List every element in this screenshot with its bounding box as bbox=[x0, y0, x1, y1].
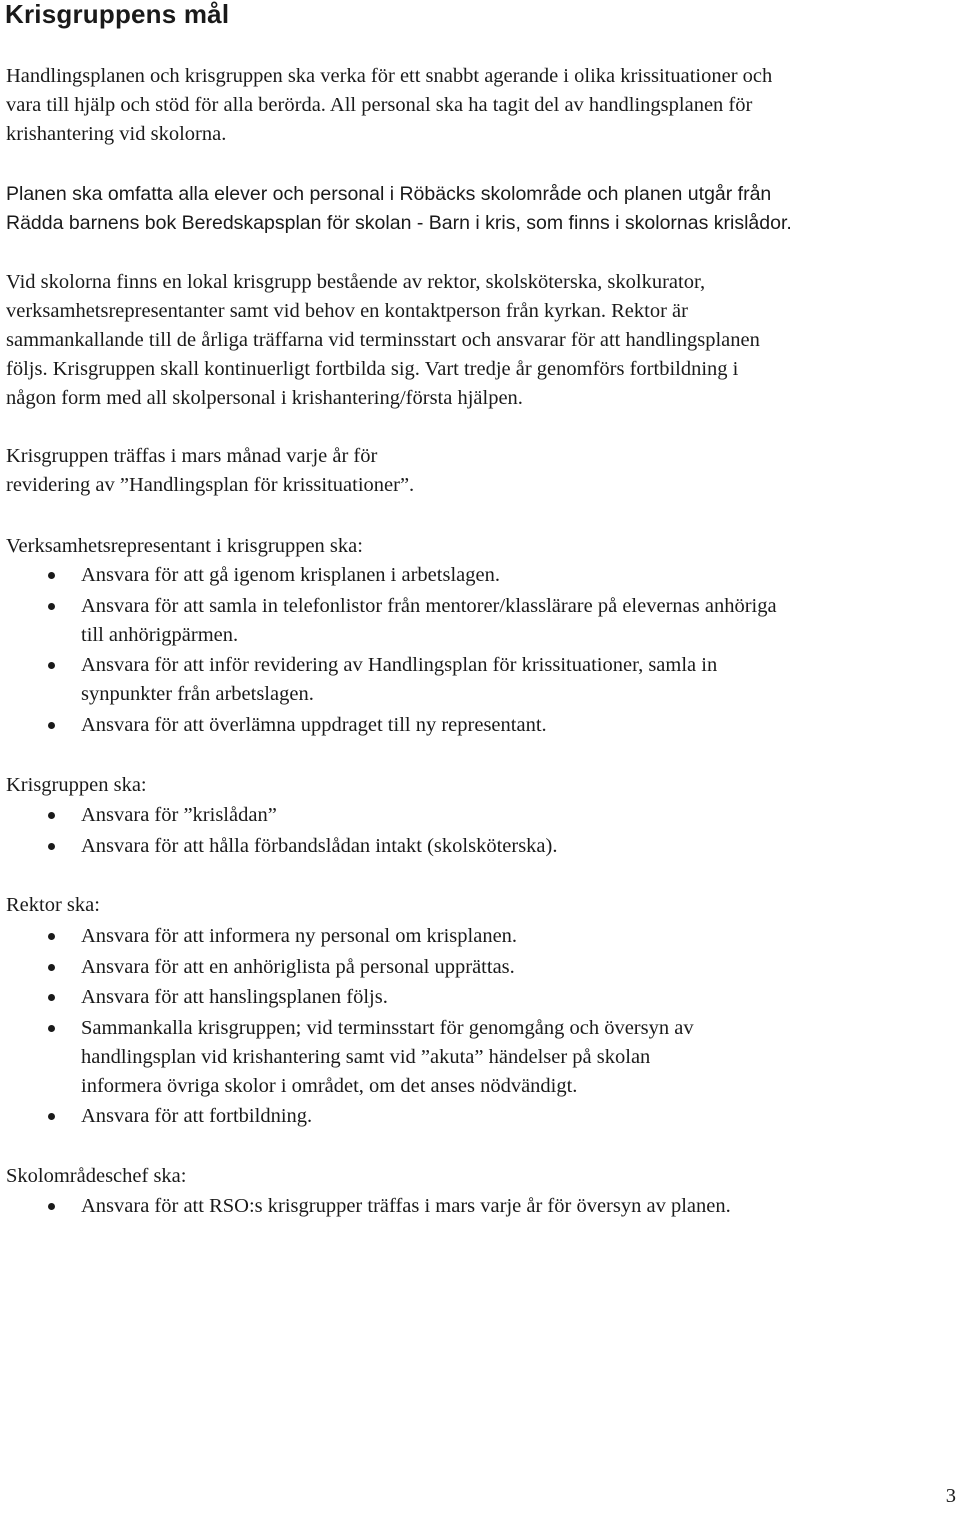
bullet-icon bbox=[48, 812, 55, 819]
list-item bbox=[6, 711, 956, 740]
list-item-text: Ansvara för ”krislådan” bbox=[81, 804, 277, 826]
intro-paragraph-4 bbox=[6, 442, 956, 500]
list-item-text: Ansvara för att samla in telefonlistor från mentorer/klasslärare på elevernas anhöriga bbox=[81, 594, 777, 617]
krisgruppen-list bbox=[6, 801, 956, 862]
rektor-list bbox=[6, 922, 956, 1133]
bullet-icon bbox=[48, 1113, 55, 1120]
list-item-text: Ansvara för att RSO:s krisgrupper träffas i mars varje år för översyn av planen. bbox=[81, 1195, 731, 1217]
section-heading-krisgruppen: Krisgruppen ska: bbox=[6, 774, 147, 796]
list-item-text: Ansvara för att fortbildning. bbox=[81, 1105, 313, 1127]
list-item-text: Sammankalla krisgruppen; vid terminsstart för genomgång och översyn av bbox=[81, 1016, 694, 1039]
list-item bbox=[6, 922, 956, 951]
bullet-icon bbox=[48, 1025, 55, 1032]
text-line: Vid skolorna finns en lokal krisgrupp bestående av rektor, skolsköterska, skolkurator, bbox=[6, 271, 706, 293]
list-item-text: informera övriga skolor i området, om det anses nödvändigt. bbox=[81, 1074, 578, 1097]
list-item-text: Ansvara för att överlämna uppdraget till ny representant. bbox=[81, 713, 547, 736]
list-item-text: synpunkter från arbetslagen. bbox=[81, 683, 314, 705]
bullet-icon bbox=[48, 1203, 55, 1210]
intro-paragraph-1 bbox=[6, 62, 956, 149]
text-line: vara till hjälp och stöd för alla berörda. All personal ska ha tagit del av handlingsplanen för bbox=[6, 94, 753, 116]
list-item-text: Ansvara för att informera ny personal om krisplanen. bbox=[81, 925, 518, 947]
list-item bbox=[6, 801, 956, 830]
text-line: Rädda barnens bok Beredskapsplan för skolan - Barn i kris, som finns i skolornas krislådor. bbox=[6, 212, 792, 234]
bullet-icon bbox=[48, 964, 55, 971]
section-heading-verksamhetsrepresentant: Verksamhetsrepresentant i krisgruppen ska: bbox=[6, 535, 363, 557]
list-item bbox=[6, 1102, 956, 1131]
list-item bbox=[6, 1014, 956, 1101]
list-item bbox=[6, 592, 956, 650]
text-line: Handlingsplanen och krisgruppen ska verka för ett snabbt agerande i olika krissituationer och bbox=[6, 65, 773, 87]
list-item bbox=[6, 1192, 956, 1221]
list-item-text: Ansvara för att gå igenom krisplanen i arbetslagen. bbox=[81, 564, 500, 586]
bullet-icon bbox=[48, 662, 55, 669]
section-heading-rektor: Rektor ska: bbox=[6, 894, 100, 916]
list-item-text: Ansvara för att en anhöriglista på personal upprättas. bbox=[81, 955, 515, 978]
list-item-text: till anhörigpärmen. bbox=[81, 623, 239, 646]
text-line: verksamhetsrepresentanter samt vid behov en kontaktperson från kyrkan. Rektor är bbox=[6, 300, 688, 322]
page-number: 3 bbox=[945, 1485, 956, 1507]
list-item bbox=[6, 983, 956, 1012]
list-item bbox=[6, 953, 956, 982]
text-line: revidering av ”Handlingsplan för krissituationer”. bbox=[6, 474, 415, 496]
bullet-icon bbox=[48, 603, 55, 610]
list-item-text: Ansvara för att hålla förbandslådan intakt (skolsköterska). bbox=[81, 834, 558, 857]
text-line: någon form med all skolpersonal i krishantering/första hjälpen. bbox=[6, 387, 523, 409]
list-item bbox=[6, 651, 956, 709]
bullet-icon bbox=[48, 843, 55, 850]
intro-paragraph-3 bbox=[6, 268, 956, 413]
list-item-text: Ansvara för att inför revidering av Handlingsplan för krissituationer, samla in bbox=[81, 654, 718, 676]
section-heading-skolomradeschef: Skolområdeschef ska: bbox=[6, 1165, 187, 1187]
text-line: sammankallande till de årliga träffarna vid terminsstart och ansvarar för att handlingsplanen bbox=[6, 329, 760, 351]
list-item-text: Ansvara för att hanslingsplanen följs. bbox=[81, 986, 388, 1008]
text-line: följs. Krisgruppen skall kontinuerligt fortbilda sig. Vart tredje år genomförs fortbildning i bbox=[6, 358, 739, 380]
bullet-icon bbox=[48, 572, 55, 579]
bullet-icon bbox=[48, 722, 55, 729]
text-line: Planen ska omfatta alla elever och personal i Röbäcks skolområde och planen utgår från bbox=[6, 183, 772, 205]
text-line: krishantering vid skolorna. bbox=[6, 123, 227, 145]
text-line: Krisgruppen träffas i mars månad varje år för bbox=[6, 445, 378, 467]
skolomradeschef-list bbox=[6, 1192, 956, 1223]
list-item bbox=[6, 561, 956, 590]
list-item-text: handlingsplan vid krishantering samt vid ”akuta” händelser på skolan bbox=[81, 1045, 651, 1068]
bullet-icon bbox=[48, 994, 55, 1001]
verksamhetsrepresentant-list bbox=[6, 561, 956, 741]
list-item bbox=[6, 832, 956, 861]
intro-paragraph-2 bbox=[6, 180, 956, 238]
bullet-icon bbox=[48, 933, 55, 940]
page-title: Krisgruppens mål bbox=[5, 0, 230, 29]
